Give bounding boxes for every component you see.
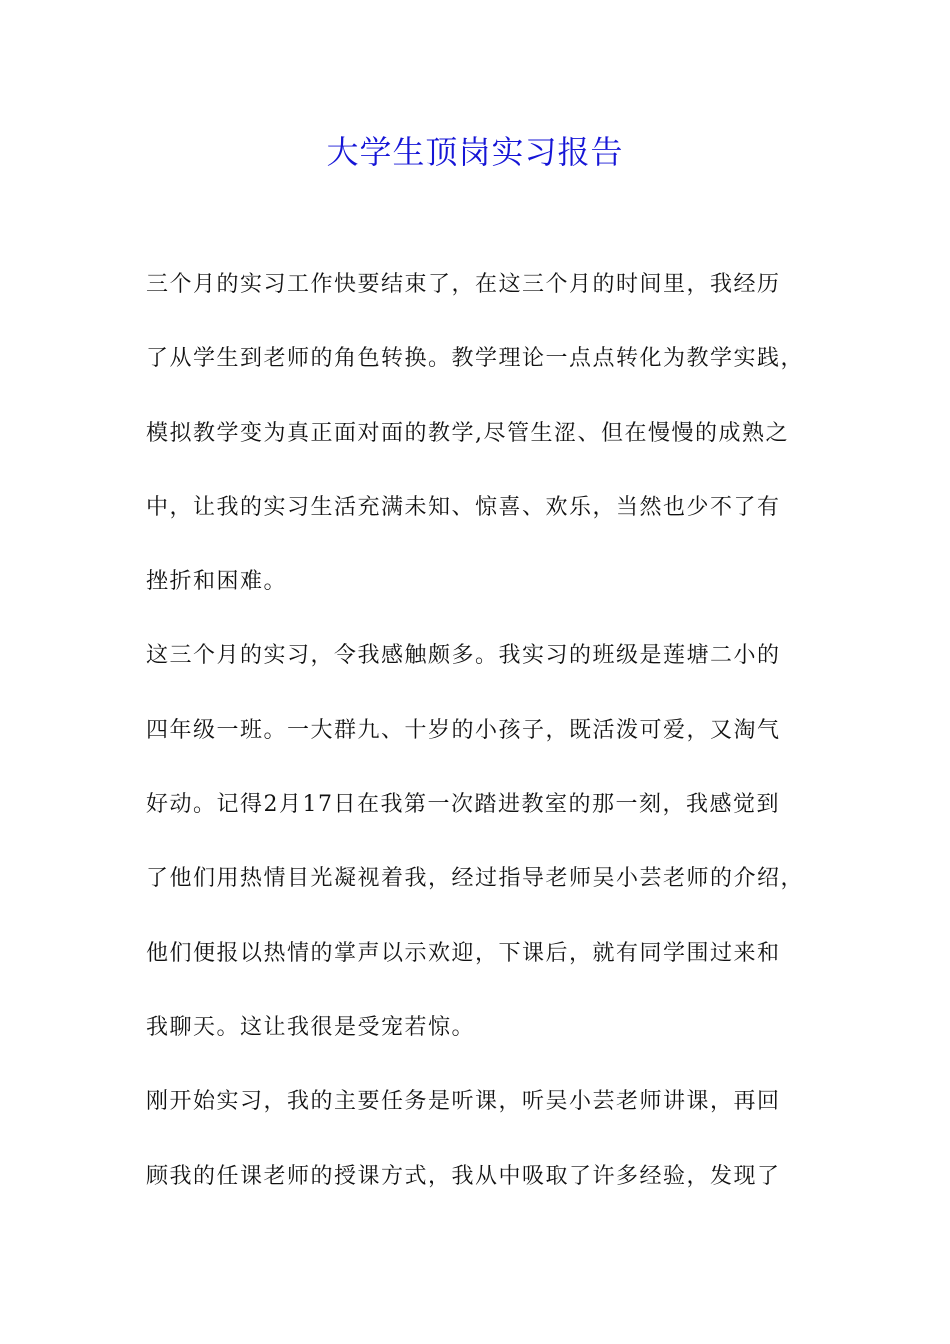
- text-line: 我聊天。这让我很是受宠若惊。: [146, 1014, 476, 1040]
- text-line: 这三个月的实习，令我感触颇多。我实习的班级是莲塘二小的: [146, 643, 781, 669]
- text-line: 挫折和困难。: [146, 569, 288, 595]
- text-line: 刚开始实习，我的主要任务是听课，听吴小芸老师讲课，再回: [146, 1089, 781, 1115]
- text-line: 好动。记得2月17日在我第一次踏进教室的那一刻，我感觉到: [146, 792, 780, 818]
- document-title: 大学生顶岗实习报告: [326, 133, 624, 171]
- text-line: 四年级一班。一大群九、十岁的小孩子，既活泼可爱，又淘气: [146, 717, 781, 743]
- text-line: 中，让我的实习生活充满未知、惊喜、欢乐，当然也少不了有: [146, 494, 781, 520]
- text-line: 了从学生到老师的角色转换。教学理论一点点转化为教学实践，: [146, 346, 805, 372]
- text-line: 模拟教学变为真正面对面的教学,尽管生涩、但在慢慢的成熟之: [146, 420, 789, 446]
- text-line: 三个月的实习工作快要结束了，在这三个月的时间里，我经历: [146, 272, 781, 297]
- text-line: 了他们用热情目光凝视着我，经过指导老师吴小芸老师的介绍，: [146, 866, 805, 892]
- document-body: [146, 263, 816, 1229]
- text-line: 顾我的任课老师的授课方式，我从中吸取了许多经验，发现了: [146, 1163, 781, 1189]
- text-line: 他们便报以热情的掌声以示欢迎，下课后，就有同学围过来和: [146, 940, 781, 966]
